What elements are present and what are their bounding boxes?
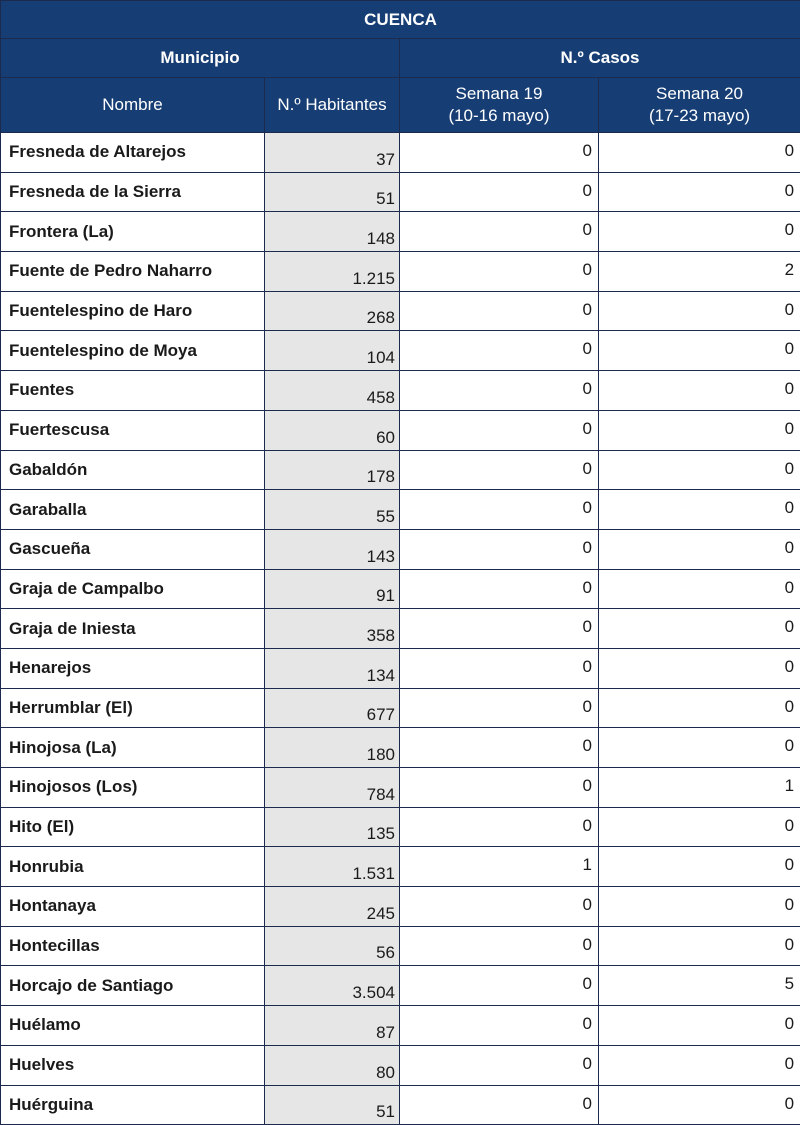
table-row	[1, 966, 800, 1006]
semana19-cases: 1	[400, 847, 599, 887]
table-row	[1, 728, 800, 768]
table-row	[1, 887, 800, 927]
semana20-cases: 0	[599, 569, 800, 609]
table-body	[1, 133, 800, 1125]
semana20-cases: 5	[599, 966, 800, 1006]
habitantes-value: 60	[265, 410, 400, 450]
semana19-cases: 0	[400, 490, 599, 530]
semana20-cases: 0	[599, 450, 800, 490]
municipio-name: Horcajo de Santiago	[1, 966, 265, 1006]
semana19-cases: 0	[400, 728, 599, 768]
semana19-cases: 0	[400, 768, 599, 808]
habitantes-value: 55	[265, 490, 400, 530]
municipio-name: Fuentelespino de Haro	[1, 291, 265, 331]
semana19-cases: 0	[400, 1006, 599, 1046]
semana20-cases: 0	[599, 807, 800, 847]
habitantes-value: 245	[265, 887, 400, 927]
semana20-cases: 0	[599, 172, 800, 212]
habitantes-value: 358	[265, 609, 400, 649]
semana19-cases: 0	[400, 252, 599, 292]
casos-group-header: N.º Casos	[400, 39, 800, 78]
table-row	[1, 688, 800, 728]
table-row	[1, 847, 800, 887]
habitantes-value: 51	[265, 1085, 400, 1125]
table-row	[1, 252, 800, 292]
table-row	[1, 450, 800, 490]
semana19-cases: 0	[400, 410, 599, 450]
habitantes-value: 458	[265, 371, 400, 411]
semana19-cases: 0	[400, 371, 599, 411]
semana19-cases: 0	[400, 688, 599, 728]
habitantes-value: 80	[265, 1045, 400, 1085]
table-row	[1, 569, 800, 609]
table-row	[1, 1006, 800, 1046]
municipio-name: Hito (El)	[1, 807, 265, 847]
municipio-name: Gabaldón	[1, 450, 265, 490]
table-title: CUENCA	[1, 1, 800, 39]
semana20-cases: 0	[599, 1006, 800, 1046]
habitantes-value: 1.531	[265, 847, 400, 887]
table-row	[1, 212, 800, 252]
municipio-name: Huélamo	[1, 1006, 265, 1046]
municipio-name: Graja de Iniesta	[1, 609, 265, 649]
habitantes-value: 134	[265, 648, 400, 688]
table-row	[1, 648, 800, 688]
habitantes-value: 268	[265, 291, 400, 331]
habitantes-value: 3.504	[265, 966, 400, 1006]
municipio-name: Honrubia	[1, 847, 265, 887]
municipio-name: Herrumblar (El)	[1, 688, 265, 728]
habitantes-value: 104	[265, 331, 400, 371]
semana19-cases: 0	[400, 648, 599, 688]
semana19-label: Semana 19	[456, 84, 543, 103]
habitantes-value: 51	[265, 172, 400, 212]
table-row	[1, 172, 800, 212]
table-row	[1, 1085, 800, 1125]
semana19-cases: 0	[400, 1045, 599, 1085]
semana19-cases: 0	[400, 450, 599, 490]
table-row	[1, 371, 800, 411]
semana20-cases: 0	[599, 291, 800, 331]
habitantes-value: 143	[265, 529, 400, 569]
municipio-name: Gascueña	[1, 529, 265, 569]
semana19-cases: 0	[400, 926, 599, 966]
semana20-column-header	[599, 78, 800, 133]
habitantes-value: 180	[265, 728, 400, 768]
municipio-name: Frontera (La)	[1, 212, 265, 252]
table-row	[1, 291, 800, 331]
municipio-name: Fuente de Pedro Naharro	[1, 252, 265, 292]
table-row	[1, 926, 800, 966]
semana19-column-header	[400, 78, 599, 133]
municipio-name: Fuentes	[1, 371, 265, 411]
semana19-cases: 0	[400, 331, 599, 371]
habitantes-value: 1.215	[265, 252, 400, 292]
habitantes-value: 784	[265, 768, 400, 808]
habitantes-value: 91	[265, 569, 400, 609]
semana19-cases: 0	[400, 529, 599, 569]
table-row	[1, 1045, 800, 1085]
semana19-range: (10-16 mayo)	[448, 106, 549, 125]
habitantes-column-header: N.º Habitantes	[265, 78, 400, 133]
table-row	[1, 529, 800, 569]
habitantes-value: 135	[265, 807, 400, 847]
semana20-cases: 0	[599, 688, 800, 728]
semana20-cases: 1	[599, 768, 800, 808]
municipio-name: Graja de Campalbo	[1, 569, 265, 609]
semana19-cases: 0	[400, 212, 599, 252]
semana19-cases: 0	[400, 966, 599, 1006]
semana20-cases: 0	[599, 926, 800, 966]
nombre-column-header: Nombre	[1, 78, 265, 133]
municipio-name: Hontecillas	[1, 926, 265, 966]
habitantes-value: 148	[265, 212, 400, 252]
municipio-name: Henarejos	[1, 648, 265, 688]
semana20-cases: 2	[599, 252, 800, 292]
semana20-cases: 0	[599, 529, 800, 569]
semana19-cases: 0	[400, 172, 599, 212]
habitantes-value: 677	[265, 688, 400, 728]
semana20-label: Semana 20	[656, 84, 743, 103]
municipio-name: Hontanaya	[1, 887, 265, 927]
table-row	[1, 807, 800, 847]
semana20-cases: 0	[599, 728, 800, 768]
semana19-cases: 0	[400, 807, 599, 847]
habitantes-value: 56	[265, 926, 400, 966]
habitantes-value: 37	[265, 133, 400, 173]
table-row	[1, 410, 800, 450]
semana19-cases: 0	[400, 887, 599, 927]
semana20-cases: 0	[599, 331, 800, 371]
semana20-cases: 0	[599, 212, 800, 252]
semana20-cases: 0	[599, 371, 800, 411]
semana20-cases: 0	[599, 887, 800, 927]
semana19-cases: 0	[400, 133, 599, 173]
semana19-cases: 0	[400, 569, 599, 609]
semana19-cases: 0	[400, 291, 599, 331]
semana20-cases: 0	[599, 410, 800, 450]
semana20-cases: 0	[599, 490, 800, 530]
semana19-cases: 0	[400, 609, 599, 649]
table-row	[1, 331, 800, 371]
municipio-name: Hinojosos (Los)	[1, 768, 265, 808]
semana20-cases: 0	[599, 1045, 800, 1085]
table-row	[1, 133, 800, 173]
table-row	[1, 490, 800, 530]
semana20-cases: 0	[599, 1085, 800, 1125]
municipio-name: Huelves	[1, 1045, 265, 1085]
semana19-cases: 0	[400, 1085, 599, 1125]
table-row	[1, 609, 800, 649]
municipio-name: Fresneda de Altarejos	[1, 133, 265, 173]
municipio-name: Fuertescusa	[1, 410, 265, 450]
semana20-cases: 0	[599, 133, 800, 173]
semana20-cases: 0	[599, 847, 800, 887]
municipio-name: Fuentelespino de Moya	[1, 331, 265, 371]
semana20-cases: 0	[599, 609, 800, 649]
habitantes-value: 178	[265, 450, 400, 490]
semana20-range: (17-23 mayo)	[649, 106, 750, 125]
municipio-name: Garaballa	[1, 490, 265, 530]
table-row	[1, 768, 800, 808]
municipio-name: Huérguina	[1, 1085, 265, 1125]
habitantes-value: 87	[265, 1006, 400, 1046]
municipio-name: Fresneda de la Sierra	[1, 172, 265, 212]
municipio-name: Hinojosa (La)	[1, 728, 265, 768]
municipio-group-header: Municipio	[1, 39, 400, 78]
semana20-cases: 0	[599, 648, 800, 688]
